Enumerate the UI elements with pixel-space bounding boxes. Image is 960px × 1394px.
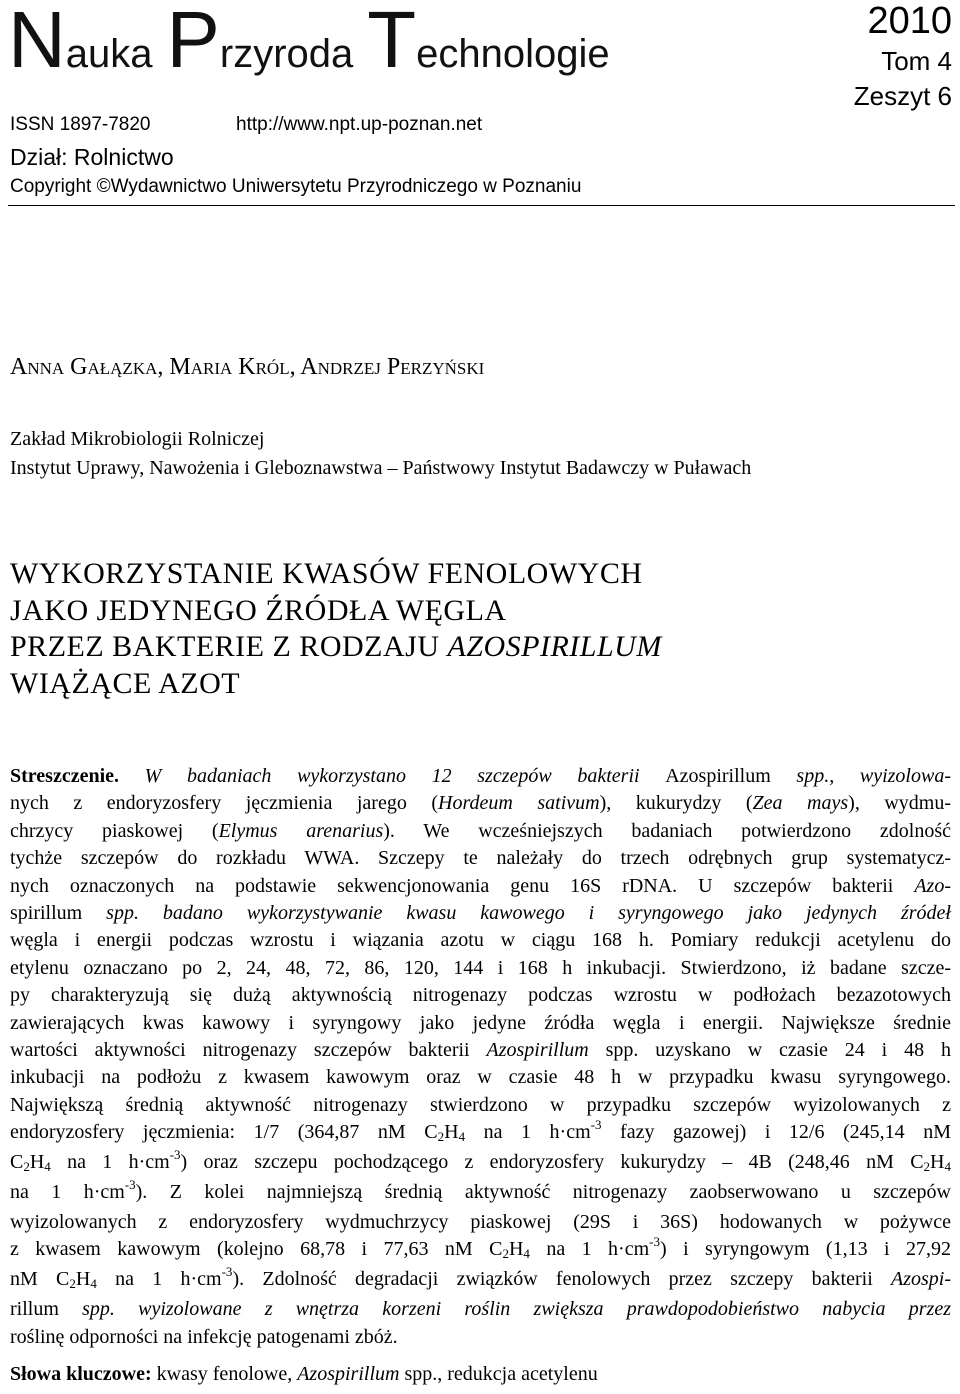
abstract-line: nM $C_2H_4$ na 1 $h\cdot cm^{-3}$). Zdolność degradacji związków fenolowych przez szczepy bakterii Azospi- [10,1264,952,1292]
authors [10,354,484,381]
journal-title-rest-2: rzyroda [219,32,354,76]
journal-title-rest-3: echnologie [416,32,610,76]
abstract-label: Streszczenie. [10,765,120,787]
journal-year: 2010 [867,0,952,42]
article-title-line-3-prefix: PRZEZ BAKTERIE Z RODZAJU [10,630,448,663]
keywords-text-2: spp., redukcja acetylenu [399,1363,598,1385]
journal-title-initial-1: N [8,0,66,84]
article-title-line-4: WIĄŻĄCE AZOT [10,666,241,700]
abstract-line: inkubacji na podłożu z kwasem kawowym oraz w czasie 48 h w przypadku kwasu syryngowego. [10,1066,951,1089]
affiliation-institute: Instytut Uprawy, Nawożenia i Gleboznawstwa – Państwowy Instytut Badawczy w Puławach [10,457,752,479]
journal-copyright: Copyright ©Wydawnictwo Uniwersytetu Przyrodniczego w Poznaniu [10,176,582,197]
article-title-genus: AZOSPIRILLUM [447,630,662,663]
abstract-line: rillum spp. wyizolowane z wnętrza korzeni roślin zwiększa prawdopodobieństwo nabycia przez [10,1298,951,1321]
abstract-line: roślinę odporności na infekcję patogenami zbóż. [10,1325,398,1348]
abstract-line: py charakteryzują się dużą aktywnością nitrogenazy podczas wzrostu w podłożach bezazotowych [10,984,951,1007]
species-name: spp. badano wykorzystywanie kwasu kawowego i syryngowego jako jedynych źródeł [82,901,951,924]
abstract-line: etylenu oznaczano po 2, 24, 48, 72, 86, 120, 144 i 168 h inkubacji. Stwierdzono, iż badane szcze- [10,956,951,979]
article-title-line-3 [10,629,662,666]
journal-title-initial-3: T [367,0,417,84]
abstract-line: wartości aktywności nitrogenazy szczepów bakterii Azospirillum spp. uzyskano w czasie 24 i 48 h [10,1038,951,1061]
species-name: Azospi- [891,1268,952,1291]
keywords-genus: Azospirillum [297,1363,400,1385]
affiliation-department: Zakład Mikrobiologii Rolniczej [10,428,265,450]
abstract-line: tychże szczepów do rozkładu WWA. Szczepy te należały do trzech odrębnych grup systematycz- [10,847,951,870]
abstract-line: na 1 $h\cdot cm^{-3}$). Z kolei najmniejszą średnią aktywność nitrogenazy zaobserwowano u szczepów [10,1177,951,1204]
abstract-line: Największą średnią aktywność nitrogenazy stwierdzono w przypadku szczepów wyizolowanych z [10,1093,951,1116]
journal-volume: Tom 4 [881,46,952,76]
abstract-line: chrzycy piaskowej (Elymus arenarius). We wcześniejszych badaniach potwierdzono zdolność [10,819,952,842]
abstract-line: wyizolowanych z endoryzosfery wydmuchrzycy piaskowej (29S i 36S) hodowanych w pożywce [10,1211,951,1234]
keywords [10,1363,598,1386]
species-name: Elymus arenarius [218,819,384,842]
journal-issn: ISSN 1897-7820 [10,114,151,135]
abstract-line: spirillum spp. badano wykorzystywanie kwasu kawowego i syryngowego jako jedynych źródeł [10,901,951,924]
journal-title [8,0,624,84]
journal-url[interactable]: http://www.npt.up-poznan.net [236,114,483,135]
abstract-line: $C_2H_4$ na 1 $h\cdot cm^{-3}$) oraz szczepu pochodzącego z endoryzosfery kukurydzy – 4B (248,46 nM $C_2H_4$ [10,1147,951,1175]
keywords-text-1: kwasy fenolowe, [151,1363,298,1385]
species-name: Hordeum sativum [438,792,600,815]
abstract-line: nych z endoryzosfery jęczmienia jarego (Hordeum sativum), kukurydzy (Zea mays), wydmu- [10,792,952,815]
abstract-line: endoryzosfery jęczmienia: 1/7 (364,87 nM $C_2H_4$ na 1 $h\cdot cm^{-3}$ fazy gazowej) i 12/6 (245,14 nM [10,1117,951,1145]
abstract [10,763,951,1351]
species-name: W badaniach wykorzystano 12 szczepów bakterii [119,765,666,787]
keywords-label: Słowa kluczowe: [10,1363,152,1385]
species-name: Azo- [914,874,951,897]
species-name: spp., wyizolowa- [770,765,951,787]
species-name: Zea mays [752,792,849,815]
abstract-line: nych oznaczonych na podstawie sekwencjonowania genu 16S rDNA. U szczepów bakterii Azo- [10,874,951,897]
authors-names: Anna Gałązka, Maria Król, Andrzej Perzyński [10,354,485,380]
abstract-line: z kwasem kawowym (kolejno 68,78 i 77,63 nM $C_2H_4$ na 1 $h\cdot cm^{-3}$) i syryngowym (1,13 i 27,92 [10,1234,951,1262]
article-title-line-2: JAKO JEDYNEGO ŹRÓDŁA WĘGLA [10,593,507,627]
abstract-line: węgla i energii podczas wzrostu i wiązania azotu w ciągu 168 h. Pomiary redukcji acetylenu do [10,929,951,952]
header-divider [8,205,955,206]
species-name: spp. wyizolowane z wnętrza korzeni roślin zwiększa prawdopodobieństwo nabycia przez [58,1298,951,1321]
article-title-line-1: WYKORZYSTANIE KWASÓW FENOLOWYCH [10,557,643,590]
article-title [10,556,662,702]
journal-section: Dział: Rolnictwo [10,144,174,170]
abstract-line: Streszczenie. W badaniach wykorzystano 12 szczepów bakterii Azospirillum spp., wyizolowa- [10,765,951,787]
journal-title-initial-2: P [166,0,220,84]
journal-title-rest-1: auka [65,32,153,76]
journal-issue: Zeszyt 6 [853,81,952,111]
abstract-line: zawierających kwas kawowy i syryngowy jako jedyne źródła węgla i energii. Największe średnie [10,1011,951,1034]
species-name: Azospirillum [486,1038,589,1061]
